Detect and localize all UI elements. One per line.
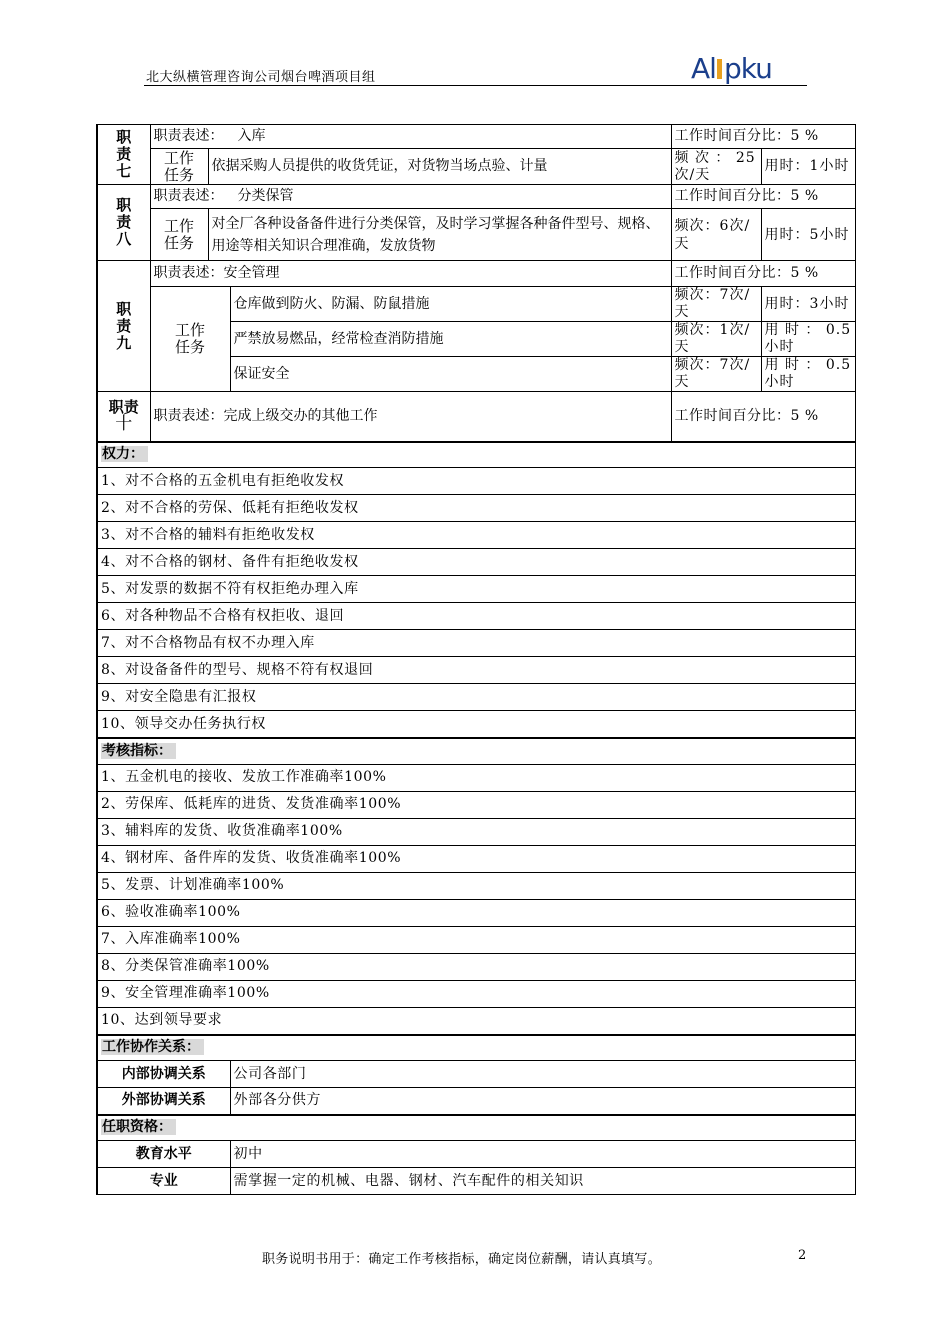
company-logo	[691, 52, 772, 85]
duty7-name: 职责七	[97, 125, 150, 185]
duty9-desc-row	[97, 261, 855, 287]
duty8-hours: 用时：5小时	[761, 209, 855, 261]
duty7-desc-row	[97, 125, 855, 149]
list-item: 9、安全管理准确率100%	[97, 980, 855, 1007]
internal-relation-row	[97, 1061, 855, 1088]
duty9-freq-2: 频次：1次/天	[671, 322, 761, 357]
duty9-hours-1: 用时：3小时	[761, 287, 855, 322]
list-item: 8、分类保管准确率100%	[97, 953, 855, 980]
duty7-task: 依据采购人员提供的收货凭证，对货物当场点验、计量	[208, 149, 671, 185]
duty9-freq-3: 频次：7次/天	[671, 357, 761, 392]
duty9-freq-1: 频次：7次/天	[671, 287, 761, 322]
duty8-task-row	[97, 209, 855, 261]
powers-header-row	[97, 442, 855, 468]
duty9-hours-2: 用 时 ： 0.5小时	[761, 322, 855, 357]
duty9-desc: 职责表述：安全管理	[150, 261, 671, 287]
duty8-desc: 职责表述： 分类保管	[150, 185, 671, 209]
duty9-task-label: 工作任务	[150, 287, 230, 392]
logo-text-a: Al	[691, 52, 716, 85]
kpis-title: 考核指标：	[97, 738, 855, 764]
list-item: 6、验收准确率100%	[97, 899, 855, 926]
qualifications-title: 任职资格：	[97, 1115, 855, 1141]
external-relation-label: 外部协调关系	[97, 1088, 230, 1115]
duty9-hours-3: 用 时 ： 0.5小时	[761, 357, 855, 392]
list-item: 7、对不合格物品有权不办理入库	[97, 630, 855, 657]
duty7-hours: 用时：1小时	[761, 149, 855, 185]
header-company: 北大纵横管理咨询公司烟台啤酒项目组	[146, 70, 376, 85]
duty10-name: 职责 十	[97, 392, 150, 442]
duty7-task-row	[97, 149, 855, 185]
duty9-name: 职责九	[97, 261, 150, 392]
duty9-pct: 工作时间百分比：5 %	[671, 261, 855, 287]
education-row	[97, 1141, 855, 1168]
duty9-task-1: 仓库做到防火、防漏、防鼠措施	[230, 287, 671, 322]
list-item: 1、五金机电的接收、发放工作准确率100%	[97, 764, 855, 791]
duty10-desc: 职责表述：完成上级交办的其他工作	[150, 392, 671, 442]
duty9-task-2: 严禁放易燃品，经常检查消防措施	[230, 322, 671, 357]
major-label: 专业	[97, 1168, 230, 1195]
duty9-task-row-1	[97, 287, 855, 322]
list-item: 9、对安全隐患有汇报权	[97, 684, 855, 711]
logo-bar-icon	[717, 59, 722, 79]
external-relation-row	[97, 1088, 855, 1115]
kpis-header-row	[97, 738, 855, 764]
duty8-task-label: 工作任务	[150, 209, 208, 261]
footer-note: 职务说明书用于：确定工作考核指标，确定岗位薪酬，请认真填写。	[262, 1252, 662, 1267]
list-item: 4、对不合格的钢材、备件有拒绝收发权	[97, 549, 855, 576]
list-item: 3、对不合格的辅料有拒绝收发权	[97, 522, 855, 549]
list-item: 8、对设备备件的型号、规格不符有权退回	[97, 657, 855, 684]
list-item: 7、入库准确率100%	[97, 926, 855, 953]
relations-header-row	[97, 1035, 855, 1061]
job-description-table	[96, 124, 856, 1195]
major-value: 需掌握一定的机械、电器、钢材、汽车配件的相关知识	[230, 1168, 855, 1195]
list-item: 1、对不合格的五金机电有拒绝收发权	[97, 468, 855, 495]
duty7-freq: 频 次 ： 25次/天	[671, 149, 761, 185]
qualifications-header-row	[97, 1115, 855, 1141]
list-item: 5、对发票的数据不符有权拒绝办理入库	[97, 576, 855, 603]
list-item: 3、辅料库的发货、收货准确率100%	[97, 818, 855, 845]
powers-title: 权力：	[97, 442, 855, 468]
list-item: 2、劳保库、低耗库的进货、发货准确率100%	[97, 791, 855, 818]
education-value: 初中	[230, 1141, 855, 1168]
relations-title: 工作协作关系：	[97, 1035, 855, 1061]
list-item: 5、发票、计划准确率100%	[97, 872, 855, 899]
duty8-name: 职责八	[97, 185, 150, 261]
logo-text-b: pku	[723, 52, 772, 85]
list-item: 6、对各种物品不合格有权拒收、退回	[97, 603, 855, 630]
duty7-task-label: 工作任务	[150, 149, 208, 185]
duty8-pct: 工作时间百分比：5 %	[671, 185, 855, 209]
duty8-desc-row	[97, 185, 855, 209]
internal-relation-label: 内部协调关系	[97, 1061, 230, 1088]
duty10-pct: 工作时间百分比：5 %	[671, 392, 855, 442]
list-item: 4、钢材库、备件库的发货、收货准确率100%	[97, 845, 855, 872]
page-number: 2	[798, 1248, 807, 1263]
duty10-row	[97, 392, 855, 442]
major-row	[97, 1168, 855, 1195]
external-relation-value: 外部各分供方	[230, 1088, 855, 1115]
duty7-pct: 工作时间百分比：5 %	[671, 125, 855, 149]
list-item: 10、达到领导要求	[97, 1007, 855, 1035]
education-label: 教育水平	[97, 1141, 230, 1168]
internal-relation-value: 公司各部门	[230, 1061, 855, 1088]
duty8-task: 对全厂各种设备备件进行分类保管，及时学习掌握各种备件型号、规格、用途等相关知识合理准确，发放货物	[208, 209, 671, 261]
list-item: 2、对不合格的劳保、低耗有拒绝收发权	[97, 495, 855, 522]
duty7-desc: 职责表述： 入库	[150, 125, 671, 149]
duty9-task-3: 保证安全	[230, 357, 671, 392]
list-item: 10、领导交办任务执行权	[97, 711, 855, 739]
duty8-freq: 频次：6次/ 天	[671, 209, 761, 261]
header-divider	[144, 85, 807, 86]
